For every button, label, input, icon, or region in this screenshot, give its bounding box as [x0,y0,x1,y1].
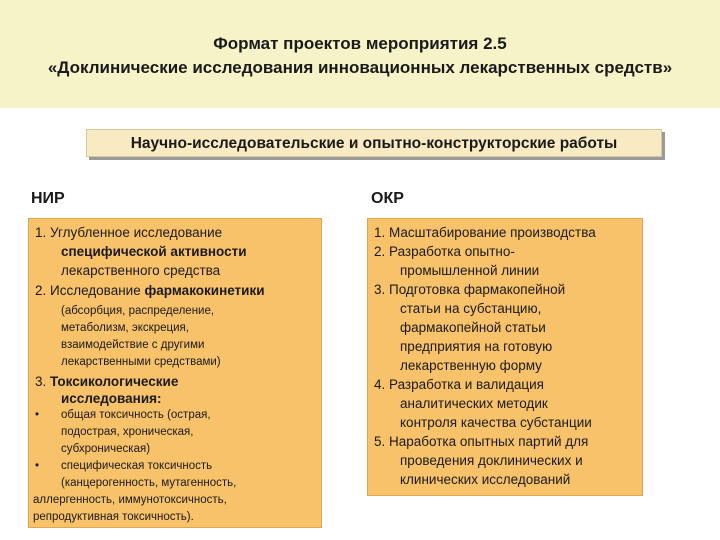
okr-line: аналитических методик [400,396,548,411]
nir-line: общая токсичность (острая, [61,409,211,421]
okr-panel [367,218,643,496]
okr-line: клинических исследований [400,472,571,487]
okr-line: лекарственную форму [400,358,542,373]
bullet-icon: • [35,409,40,421]
nir-line [35,283,265,298]
nir-line: специфическая токсичность [61,460,213,472]
bullet-icon: • [35,460,40,472]
nir-line: метаболизм, экскреция, [61,322,189,334]
nir-line: 1. Углубленное исследование [35,225,223,240]
okr-heading: ОКР [371,190,404,207]
nir-line: лекарственного средства [61,263,221,278]
nir-line: (канцерогенность, мутагенность, [61,477,237,489]
nir-line: подострая, хроническая, [61,426,194,438]
page-title: Формат проектов мероприятия 2.5 [213,34,507,53]
okr-line: проведения доклинических и [400,453,583,468]
nir-line-text: 2. Исследование [35,283,145,298]
nir-line: взаимодействие с другими [61,339,205,351]
nir-line: репродуктивная токсичность). [33,511,194,523]
okr-line: 5. Наработка опытных партий для [374,434,589,449]
title-band [0,0,720,108]
nir-line [35,374,178,389]
nir-line: исследования: [61,391,162,406]
nir-line-text: 3. [35,374,51,389]
okr-line: статьи на субстанцию, [400,301,542,316]
okr-line: предприятия на готовую [400,339,553,354]
nir-line: аллергенность, иммунотоксичность, [33,494,227,506]
okr-line: фармакопейной статьи [400,320,546,335]
nir-line: специфической активности [61,244,247,259]
nir-line-bold: Токсикологические [50,374,179,389]
nir-line: субхроническая) [61,443,151,455]
okr-line: контроля качества субстанции [400,415,592,430]
okr-line: промышленной линии [400,263,540,278]
okr-line: 2. Разработка опытно- [374,244,515,259]
nir-line-bold: фармакокинетики [144,283,265,298]
nir-line: (абсорбция, распределение, [61,305,215,317]
nir-line: лекарственными средствами) [61,356,221,368]
page-subtitle-quote: «Доклинические исследования инновационных лекарственных средств» [47,58,673,77]
okr-line: 3. Подготовка фармакопейной [374,282,566,297]
okr-line: 4. Разработка и валидация [374,377,544,392]
nir-heading: НИР [31,190,65,207]
section-heading-box: Научно-исследовательские и опытно-конструкторские работы [86,129,662,157]
okr-line: 1. Масштабирование производства [374,225,596,240]
nir-panel [28,218,322,528]
